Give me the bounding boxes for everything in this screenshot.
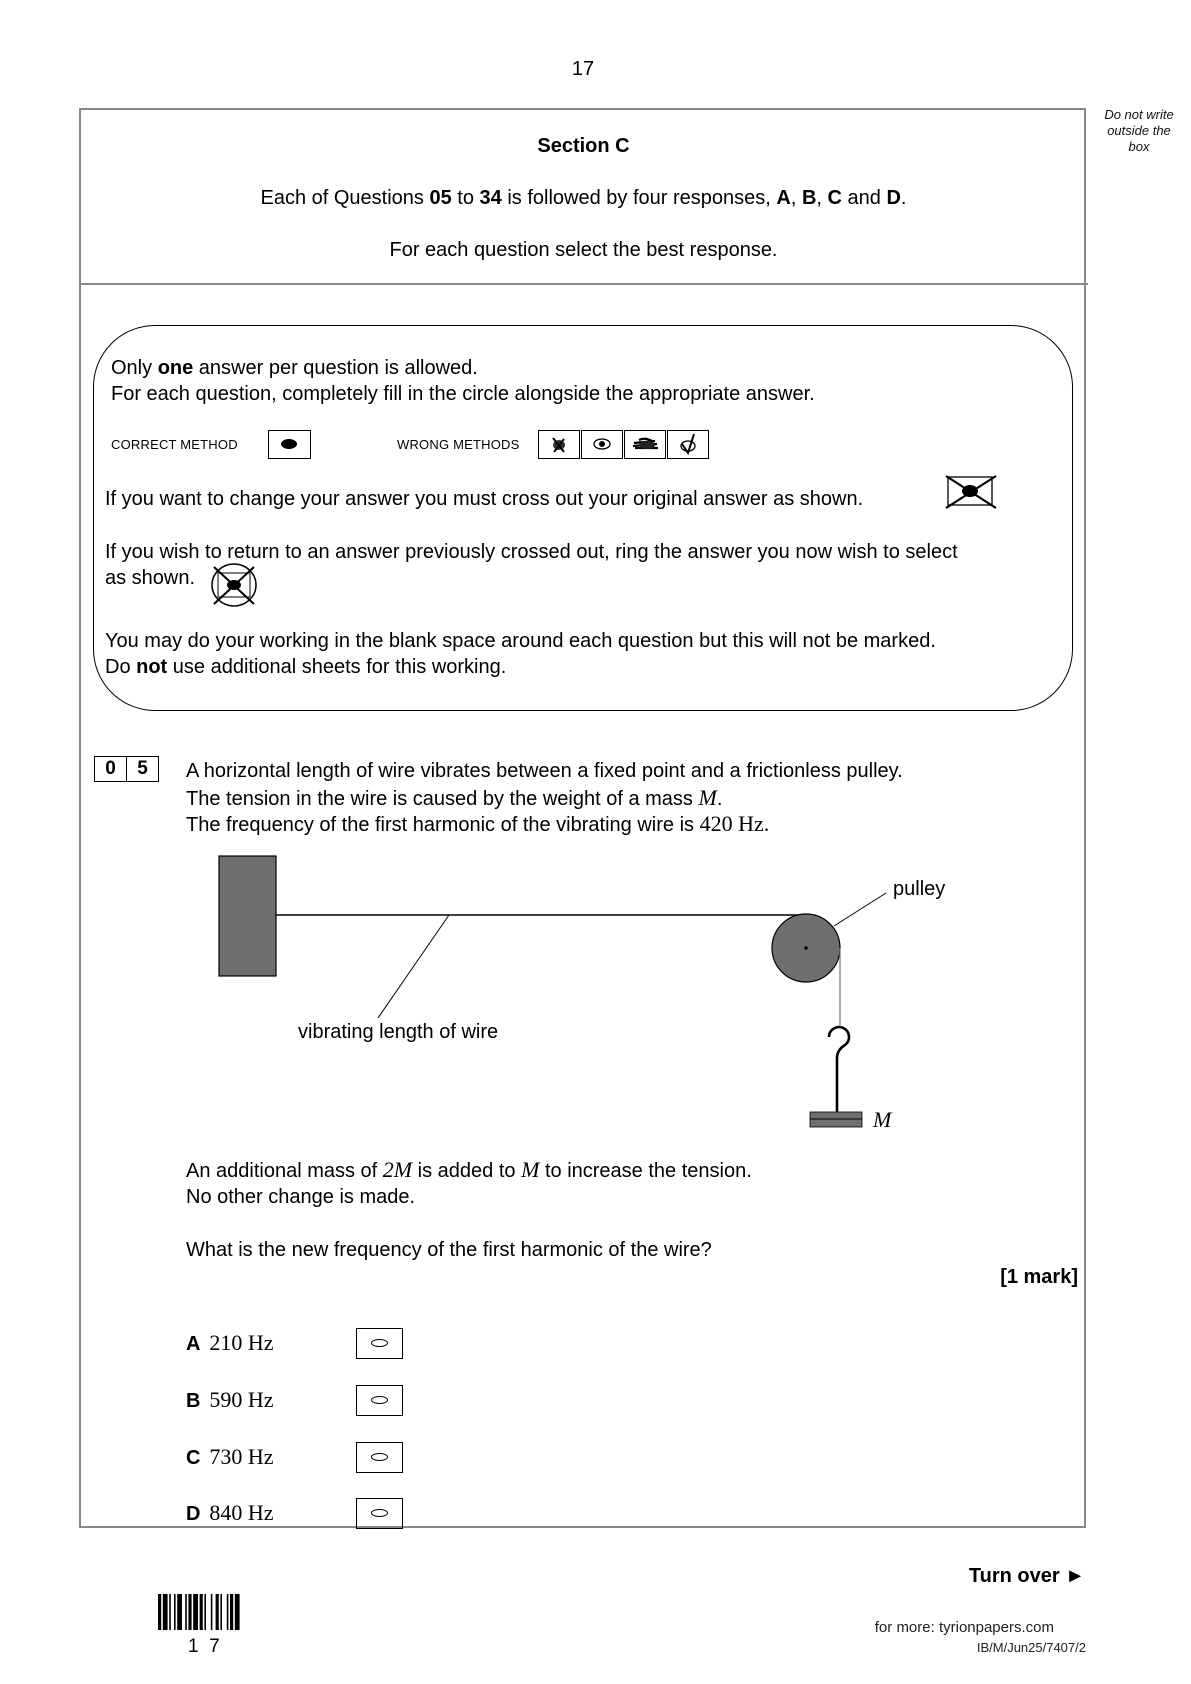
question-number-digit: 0 bbox=[94, 756, 127, 782]
oval-icon bbox=[371, 1453, 388, 1461]
dotted-oval-icon bbox=[581, 430, 623, 459]
barcode-bar bbox=[200, 1594, 203, 1630]
followup-line-1 bbox=[186, 1158, 752, 1183]
question-stem-line-1: A horizontal length of wire vibrates between a fixed point and a frictionless pulley. bbox=[186, 760, 903, 782]
question-stem-line-2 bbox=[186, 786, 722, 811]
intro-text: . bbox=[900, 187, 907, 209]
followup-line-2: No other change is made. bbox=[186, 1186, 416, 1208]
oval-icon bbox=[371, 1509, 388, 1517]
text-bold: not bbox=[136, 656, 168, 678]
answer-bubble-a[interactable] bbox=[356, 1328, 403, 1359]
ticked-oval-icon bbox=[667, 430, 709, 459]
barcode bbox=[158, 1594, 270, 1630]
instruction-no-extra-sheets bbox=[105, 655, 506, 679]
text: to increase the tension. bbox=[539, 1160, 752, 1182]
wire-label: vibrating length of wire bbox=[298, 1021, 499, 1043]
barcode-bar bbox=[230, 1594, 233, 1630]
intro-text: , bbox=[790, 187, 802, 209]
paper-code: IB/M/Jun25/7407/2 bbox=[976, 1640, 1086, 1655]
mass-label: M bbox=[873, 1107, 892, 1132]
text: is added to bbox=[412, 1160, 522, 1182]
barcode-bar bbox=[188, 1594, 191, 1630]
instruction-return-answer: If you wish to return to an answer previously crossed out, ring the answer you now wish to select bbox=[105, 541, 958, 563]
text: Do bbox=[105, 656, 137, 678]
website-credit: for more: tyrionpapers.com bbox=[874, 1619, 1054, 1636]
scribbled-oval-icon bbox=[624, 430, 666, 459]
variable-m: M bbox=[521, 1157, 540, 1182]
question-number-digit: 5 bbox=[126, 756, 159, 782]
intro-text: to bbox=[451, 187, 480, 209]
text-bold: one bbox=[157, 357, 194, 379]
intro-bold: A bbox=[776, 187, 791, 209]
text: use additional sheets for this working. bbox=[167, 656, 507, 678]
option-value: 210 Hz bbox=[209, 1330, 274, 1355]
marks-label: [1 mark] bbox=[1000, 1266, 1078, 1288]
filled-oval-icon bbox=[268, 430, 311, 459]
text: Only bbox=[111, 357, 158, 379]
question-prompt: What is the new frequency of the first harmonic of the wire? bbox=[186, 1239, 712, 1261]
intro-bold: D bbox=[886, 187, 901, 209]
text: . bbox=[763, 811, 770, 836]
option-value: 590 Hz bbox=[209, 1387, 274, 1412]
barcode-bar bbox=[211, 1594, 213, 1630]
barcode-digits: 1 7 bbox=[188, 1636, 220, 1657]
barcode-bar bbox=[216, 1594, 219, 1630]
pulley-label: pulley bbox=[893, 878, 946, 900]
option-c bbox=[186, 1444, 274, 1470]
option-letter: C bbox=[186, 1447, 201, 1469]
page-number: 17 bbox=[571, 58, 595, 80]
instruction-change-answer: If you want to change your answer you must cross out your original answer as shown. bbox=[105, 488, 864, 510]
section-divider bbox=[79, 283, 1088, 285]
intro-text: and bbox=[841, 187, 887, 209]
barcode-bar bbox=[169, 1594, 171, 1630]
barcode-bar bbox=[177, 1594, 182, 1630]
barcode-bar bbox=[163, 1594, 168, 1630]
oval-icon bbox=[371, 1339, 388, 1347]
option-d bbox=[186, 1500, 274, 1526]
option-value: 840 Hz bbox=[209, 1500, 274, 1525]
barcode-bar bbox=[174, 1594, 176, 1630]
margin-note: Do not write outside the box bbox=[1104, 107, 1174, 154]
text: answer per question is allowed. bbox=[193, 357, 478, 379]
barcode-bar bbox=[204, 1594, 206, 1630]
option-letter: D bbox=[186, 1503, 201, 1525]
text: An additional mass of bbox=[186, 1160, 383, 1182]
intro-text: Each of Questions bbox=[260, 187, 430, 209]
instruction-return-answer-2: as shown. bbox=[105, 567, 196, 589]
instruction-one-answer bbox=[111, 356, 478, 380]
option-b bbox=[186, 1387, 274, 1413]
intro-bold: B bbox=[801, 187, 817, 209]
text: . bbox=[716, 788, 723, 810]
variable-2m: 2M bbox=[382, 1157, 413, 1182]
instruction-fill-circle: For each question, completely fill in the circle alongside the appropriate answer. bbox=[111, 383, 815, 405]
option-a bbox=[186, 1330, 274, 1356]
instruction-working: You may do your working in the blank space around each question but this will not be marked. bbox=[105, 630, 936, 652]
option-value: 730 Hz bbox=[209, 1444, 274, 1469]
barcode-bar bbox=[235, 1594, 240, 1630]
barcode-bar bbox=[227, 1594, 229, 1630]
crossed-out-answer-icon bbox=[944, 474, 998, 510]
text: The tension in the wire is caused by the weight of a mass bbox=[186, 788, 699, 810]
answer-bubble-c[interactable] bbox=[356, 1442, 403, 1473]
ringed-answer-icon bbox=[208, 562, 260, 608]
turn-over: Turn over ► bbox=[968, 1565, 1085, 1587]
intro-text: , bbox=[816, 187, 828, 209]
barcode-bar bbox=[158, 1594, 161, 1630]
option-letter: A bbox=[186, 1333, 201, 1355]
barcode-bar bbox=[185, 1594, 187, 1630]
barcode-bar bbox=[193, 1594, 198, 1630]
question-stem-line-3 bbox=[186, 812, 769, 837]
intro-bold: 05 bbox=[429, 187, 452, 209]
intro-text: is followed by four responses, bbox=[501, 187, 777, 209]
intro-bold: 34 bbox=[479, 187, 502, 209]
section-instruction: For each question select the best response. bbox=[389, 239, 778, 261]
section-title: Section C bbox=[537, 135, 630, 157]
correct-method-label: CORRECT METHOD bbox=[111, 437, 238, 452]
option-letter: B bbox=[186, 1390, 201, 1412]
oval-icon bbox=[371, 1396, 388, 1404]
intro-bold: C bbox=[827, 187, 842, 209]
answer-bubble-b[interactable] bbox=[356, 1385, 403, 1416]
barcode-bar bbox=[220, 1594, 222, 1630]
text: The frequency of the first harmonic of the vibrating wire is bbox=[186, 814, 700, 836]
section-intro bbox=[79, 186, 1088, 210]
frequency-value: 420 Hz bbox=[699, 811, 764, 836]
answer-bubble-d[interactable] bbox=[356, 1498, 403, 1529]
crossed-oval-icon bbox=[538, 430, 580, 459]
wrong-methods-label: WRONG METHODS bbox=[397, 437, 520, 452]
variable-m: M bbox=[698, 785, 717, 810]
